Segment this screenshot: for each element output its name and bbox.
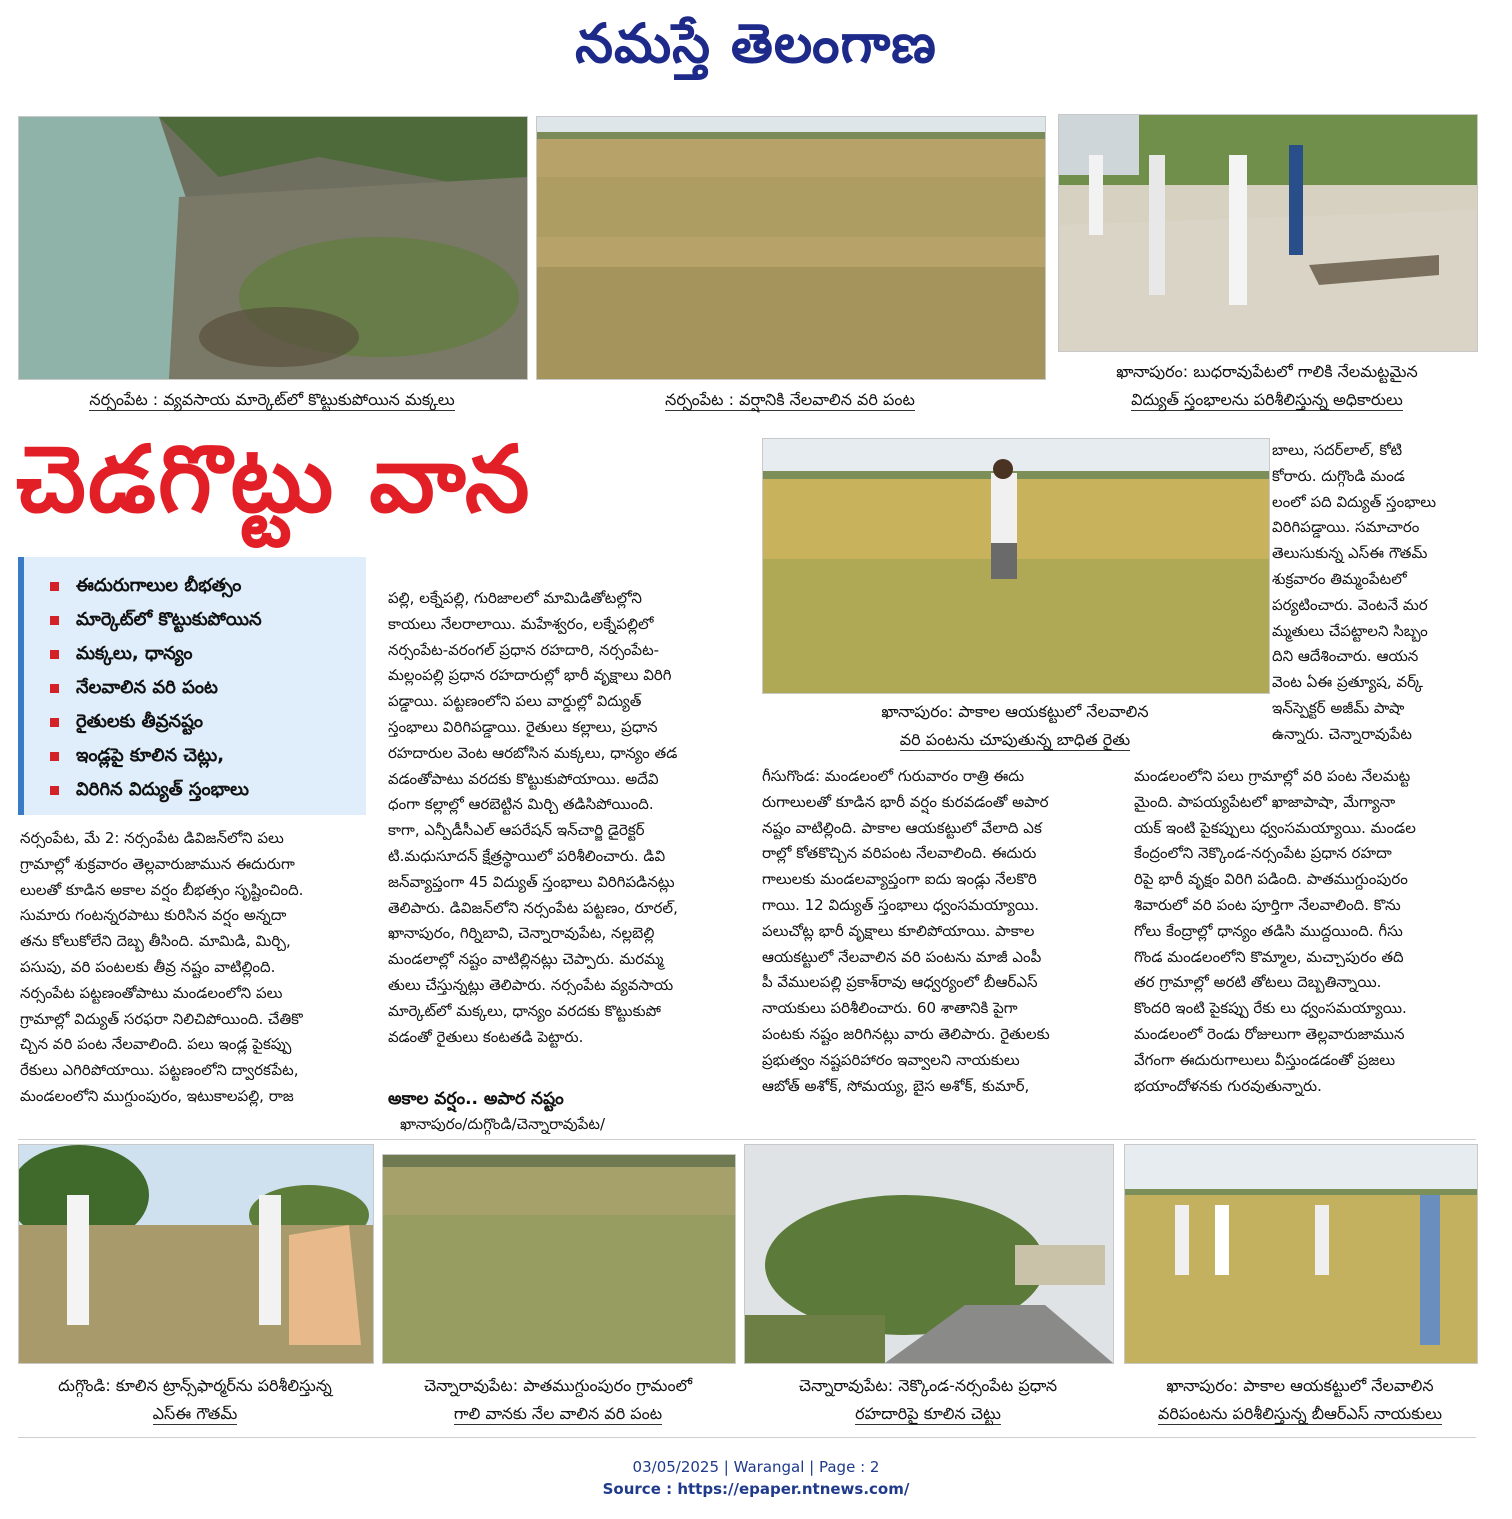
article-subhead: అకాల వర్షం.. అపార నష్టం: [388, 1089, 564, 1109]
caption-line: ఖానాపురం: పాకాల ఆయకట్టులో నేలవాలిన: [881, 702, 1149, 721]
caption-brs-leaders-photo: [1124, 1372, 1476, 1428]
caption-farmer-photo: [762, 698, 1268, 754]
officials-inspecting-poles-photo: [1058, 114, 1478, 352]
article-column-1: నర్సంపేట, మే 2: నర్సంపేట డివిజన్‌లోని పలు గ్రామాల్లో శుక్రవారం తెల్లవారుజామున ఈదురుగా లులతో కూడిన అకాల వర్షం బీభత్సం సృష్టించింది. సుమారు గంటన్నరపాటు కురిసిన వర్షం అన్నదా తను కోలుకోలేని దెబ్బ తీసింది. మామిడి, మిర్చి, పసుపు, వరి పంటలకు తీవ్ర నష్టం వాటిల్లింది. నర్సంపేట పట్టణంతోపాటు మండలంలోని పలు గ్రామాల్లో విద్యుత్ సరఫరా నిలిచిపోయింది. చేతికొ చ్చిన వరి పంట నేలవాలింది. పలు ఇండ్ల పైకప్పు రేకులు ఎగిరిపోయాయి. పట్టణంలోని ద్వారకపేట, మండలంలోని ముగ్దుంపురం, ఇటుకాలపల్లి, రాజ: [20, 829, 304, 1105]
caption-line: ఎస్‌ఈ గౌతమ్: [152, 1404, 238, 1423]
footer-source-link[interactable]: Source : https://epaper.ntnews.com/: [602, 1480, 910, 1498]
caption-line: దుగ్గొండి: కూలిన ట్రాన్స్‌ఫార్మర్‌ను పరిశీలిస్తున్న: [58, 1376, 332, 1395]
section-divider: [18, 1139, 1476, 1140]
article-column-2: పల్లి, లక్నేపల్లి, గురిజాలలో మామిడితోటల్లోని కాయలు నేలరాలాయి. మహేశ్వరం, లక్నేపల్లిలో నర్సంపేట-వరంగల్ ప్రధాన రహదారి, నర్సంపేట- మల్లంపల్లి ప్రధాన రహదారుల్లో భారీ వృక్షాలు విరిగి పడ్డాయి. పట్టణంలోని పలు వార్డుల్లో విద్యుత్ స్తంభాలు విరిగిపడ్డాయి. రైతులు కల్లాలు, ప్రధాన రహదారుల వెంట ఆరబోసిన మక్కలు, ధాన్యం తడ వడంతోపాటు వరదకు కొట్టుకుపోయాయి. అదేవి ధంగా కల్లాల్లో ఆరబెట్టిన మిర్చి తడిసిపోయింది. కాగా, ఎన్పీడీసీఎల్ ఆపరేషన్ ఇన్‌చార్జి డైరెక్టర్ టి.మధుసూదన్ క్షేత్రస్థాయిలో పరిశీలించారు. డివి జన్‌వ్యాప్తంగా 45 విద్యుత్ స్తంభాలు విరిగిపడినట్లు తెలిపారు. డివిజన్‌లోని నర్సంపేట పట్టణం, రూరల్, ఖానాపురం, గిర్నిబావి, చెన్నారావుపేట, నల్లబెల్లి మండలాల్లో నష్టం వాటిల్లినట్లు చెప్పారు. మరమ్మ తులు చేస్తున్నట్లు తెలిపారు. నర్సంపేట వ్యవసాయ మార్కెట్‌లో మక్కలు, ధాన్యం వరదకు కొట్టుకుపో వడంతో రైతులు కంటతడి పెట్టారు.: [388, 589, 678, 1046]
caption-line: విద్యుత్ స్తంభాలను పరిశీలిస్తున్న అధికారులు: [1131, 390, 1403, 409]
highlight-item: నేలవాలిన వరి పంట: [76, 671, 366, 705]
article-column-4-top: బాలు, సదర్‌లాల్, కోటి కోరారు. దుగ్గొండి మండ లంలో పది విద్యుత్ స్తంభాలు విరిగిపడ్డాయి. సమాచారం తెలుసుకున్న ఎస్‌ఈ గౌతమ్ శుక్రవారం తిమ్మంపేటలో పర్యటించారు. వెంటనే మర మ్మతులు చేపట్టాలని సిబ్బం దిని ఆదేశించారు. ఆయన వెంట ఏఈ ప్రత్యూష, వర్క్ ఇన్‌స్పెక్టర్ అజీమ్ పాషా ఉన్నారు. చెన్నారావుపేట: [1272, 441, 1437, 743]
highlights-box: [18, 557, 366, 815]
brs-leaders-field-photo: [1124, 1144, 1478, 1364]
masthead-logo: నమస్తే తెలంగాణ: [575, 11, 937, 75]
article-column-3: గీసుగొండ: మండలంలో గురువారం రాత్రి ఈదు రుగాలులతో కూడిన భారీ వర్షం కురవడంతో అపార నష్టం వాటిల్లింది. పాకాల ఆయకట్టులో వేలాది ఎక రాల్లో కోతకొచ్చిన వరిపంట నేలవాలింది. ఈదురు గాలులకు మండలవ్యాప్తంగా ఐదు ఇండ్లు నేలకొరి గాయి. 12 విద్యుత్ స్తంభాలు ధ్వంసమయ్యాయి. పలుచోట్ల భారీ వృక్షాలు కూలిపోయాయి. పాకాల ఆయకట్టులో నేలవాలిన వరి పంటను మాజీ ఎంపీ పీ వేములపల్లి ప్రకాశ్‌రావు ఆధ్వర్యంలో బీఆర్ఎస్ నాయకులు పరిశీలించారు. 60 శాతానికి పైగా పంటకు నష్టం జరిగినట్లు వారు తెలిపారు. రైతులకు ప్రభుత్వం నష్టపరిహారం ఇవ్వాలని నాయకులు ఆబోత్ అశోక్, సోమయ్య, బైస అశోక్, కుమార్,: [762, 767, 1050, 1095]
highlight-item-continued: మక్కలు, ధాన్యం: [76, 637, 366, 671]
caption-line: గాలి వానకు నేల వాలిన వరి పంట: [453, 1404, 663, 1423]
caption-fallen-tree-photo: [744, 1372, 1112, 1428]
caption-line: వరి పంటను చూపుతున్న బాధిత రైతు: [899, 730, 1131, 749]
caption-line: రహదారిపై కూలిన చెట్టు: [855, 1404, 1001, 1423]
caption-transformer-photo: [18, 1372, 372, 1428]
highlight-item: ఇండ్లపై కూలిన చెట్లు,: [76, 739, 366, 773]
farmer-showing-paddy-photo: [762, 438, 1270, 694]
highlight-item: మార్కెట్‌లో కొట్టుకుపోయిన: [76, 603, 366, 637]
caption-line: చెన్నారావుపేట: పాతముగ్దుంపురం గ్రామంలో: [423, 1376, 693, 1395]
caption-line: ఖానాపురం: పాకాల ఆయకట్టులో నేలవాలిన: [1166, 1376, 1434, 1395]
caption-market-photo: నర్సంపేట : వ్యవసాయ మార్కెట్‌లో కొట్టుకుపోయిన మక్కలు: [89, 390, 455, 409]
market-washed-maize-photo: [18, 116, 528, 380]
article-dateline: ఖానాపురం/దుగ్గొండి/చెన్నారావుపేట/: [400, 1115, 606, 1133]
caption-paddy-photo: నర్సంపేట : వర్షానికి నేలవాలిన వరి పంట: [665, 390, 915, 409]
highlight-item: రైతులకు తీవ్రనష్టం: [76, 705, 366, 739]
transformer-inspection-photo: [18, 1144, 374, 1364]
flattened-paddy-photo: [536, 116, 1046, 380]
caption-line: చెన్నారావుపేట: నెక్కొండ-నర్సంపేట ప్రధాన: [798, 1376, 1058, 1395]
page-headline: చెడగొట్టు వాన: [16, 426, 532, 533]
caption-fallen-paddy-photo: [382, 1372, 734, 1428]
footer-edition-info: 03/05/2025 | Warangal | Page : 2: [632, 1458, 880, 1476]
highlight-item-continued: విరిగిన విద్యుత్ స్తంభాలు: [76, 773, 366, 807]
fallen-paddy-photo: [382, 1154, 736, 1364]
caption-line: వరిపంటను పరిశీలిస్తున్న బీఆర్ఎస్ నాయకులు: [1157, 1404, 1443, 1423]
article-column-4: మండలంలోని పలు గ్రామాల్లో వరి పంట నేలమట్ట మైంది. పాపయ్యపేటలో ఖాజాపాషా, మేగ్యానా యక్ ఇంటి పైకప్పులు ధ్వంసమయ్యాయి. మండల కేంద్రంలోని నెక్కొండ-నర్సంపేట ప్రధాన రహదా రిపై భారీ వృక్షం విరిగి పడింది. పాతముగ్దుంపురం శివారులో వరి పంట పూర్తిగా నేలవాలింది. కొను గోలు కేంద్రాల్లో ధాన్యం తడిసి ముద్దయింది. గీసు గొండ మండలంలోని కొమ్మాల, మచ్చాపురం తది తర గ్రామాల్లో అరటి తోటలు దెబ్బతిన్నాయి. కొందరి ఇంటి పైకప్పు రేకు లు ధ్వంసమయ్యాయి. మండలంలో రెండు రోజులుగా తెల్లవారుజామున వేగంగా ఈదురుగాలులు వీస్తుండడంతో ప్రజలు భయాందోళనకు గురవుతున్నారు.: [1134, 767, 1416, 1095]
caption-officials-photo: [1058, 358, 1476, 414]
highlight-item: ఈదురుగాలుల బీభత్సం: [76, 569, 366, 603]
fallen-tree-road-photo: [744, 1144, 1114, 1364]
footer-divider: [18, 1437, 1476, 1438]
caption-line: ఖానాపురం: బుధరావుపేటలో గాలికి నేలమట్టమైన: [1116, 362, 1418, 381]
